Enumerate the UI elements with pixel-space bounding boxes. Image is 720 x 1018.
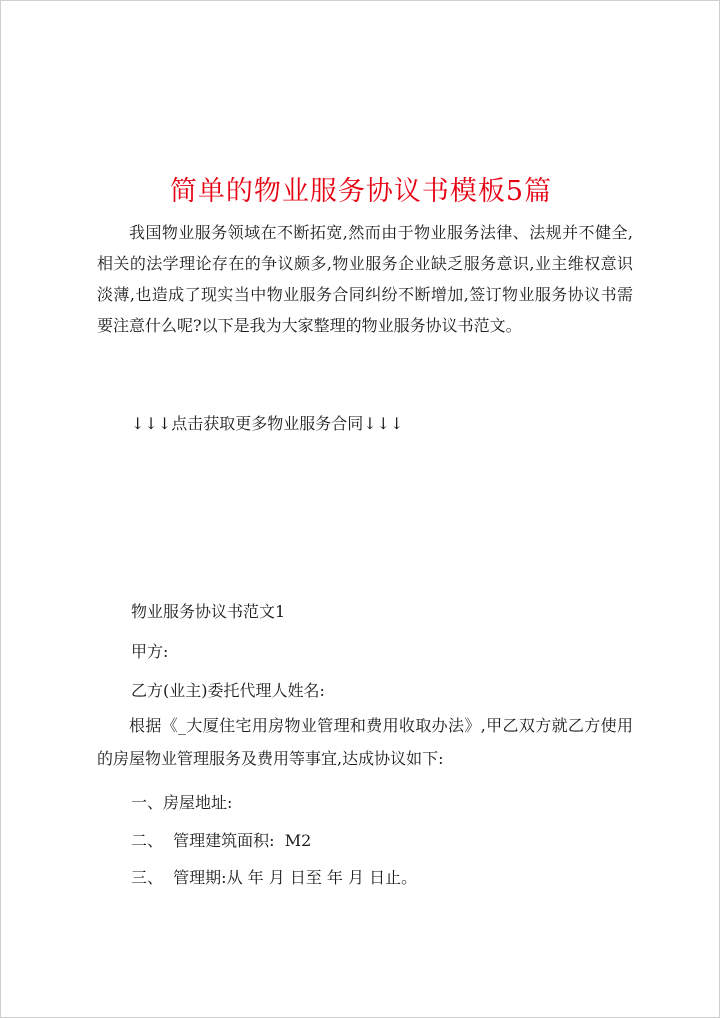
party-b-label: 乙方(业主)委托代理人姓名: [131, 681, 325, 700]
agreement-paragraph: 根据《_大厦住宅用房物业管理和费用收取办法》,甲乙双方就乙方使用的房屋物业管理服务及费用等事宜,达成协议如下: [97, 716, 633, 768]
document-title: 简单的物业服务协议书模板5篇 [169, 176, 553, 208]
clause-building-area: 二、 管理建筑面积: M2 [131, 831, 312, 850]
more-contracts-link[interactable]: ↓↓↓点击获取更多物业服务合同↓↓↓ [131, 414, 404, 433]
intro-paragraph: 我国物业服务领域在不断拓宽,然而由于物业服务法律、法规并不健全,相关的法学理论存在的争议颇多,物业服务企业缺乏服务意识,业主维权意识淡薄,也造成了现实当中物业服务合同纠纷不断增加,签订物业服务协议书需要注意什么呢?以下是我为大家整理的物业服务协议书范文。 [97, 223, 633, 335]
clause-house-address: 一、房屋地址: [131, 793, 233, 812]
party-a-label: 甲方: [131, 642, 169, 661]
section-heading: 物业服务协议书范文1 [131, 602, 286, 621]
clause-management-period: 三、 管理期:从 年 月 日至 年 月 日止。 [131, 868, 418, 887]
